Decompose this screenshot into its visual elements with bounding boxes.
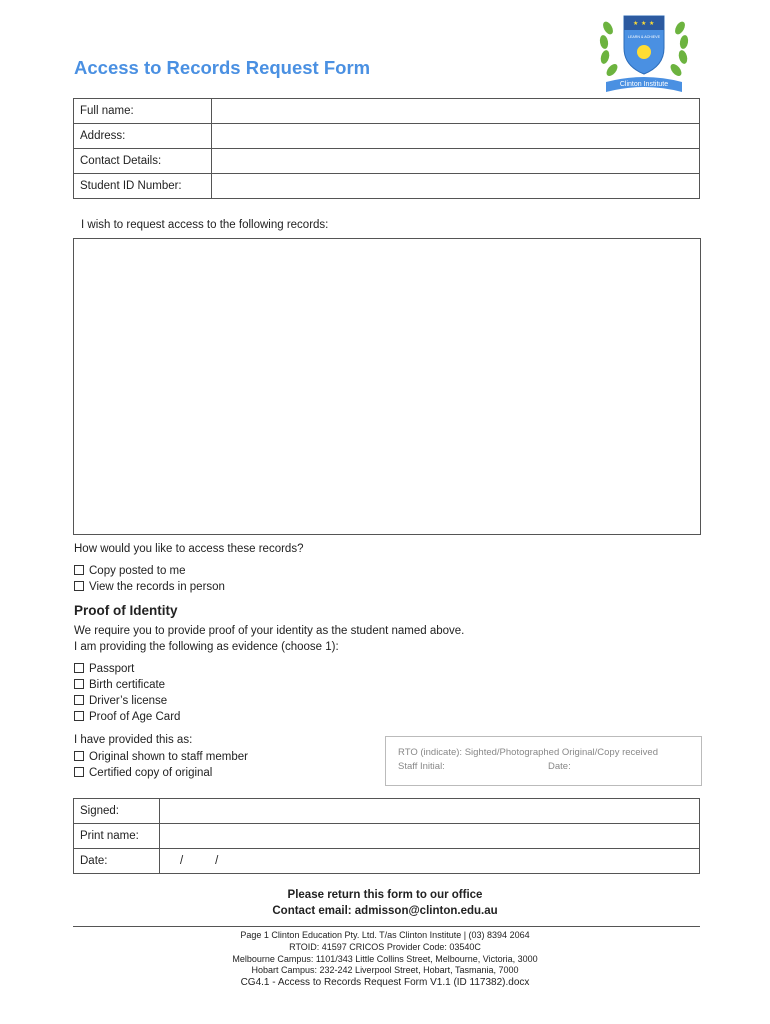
date-field[interactable]: / /	[160, 849, 700, 874]
student-id-label: Student ID Number:	[74, 174, 212, 199]
signoff-table	[73, 798, 700, 874]
signed-label: Signed:	[74, 799, 160, 824]
access-question: How would you like to access these records?	[74, 543, 304, 555]
option-certified-copy[interactable]: Certified copy of original	[74, 767, 212, 779]
contact-email: Contact email: admisson@clinton.edu.au	[272, 905, 498, 917]
contact-details-label: Contact Details:	[74, 149, 212, 174]
full-name-label: Full name:	[74, 99, 212, 124]
option-copy-posted[interactable]: Copy posted to me	[74, 565, 186, 577]
provided-label: I have provided this as:	[74, 734, 193, 746]
table-row	[74, 149, 700, 174]
checkbox[interactable]	[74, 695, 84, 705]
option-drivers-license[interactable]: Driver’s license	[74, 695, 167, 707]
footer-line-2: RTOID: 41597 CRICOS Provider Code: 03540C	[289, 942, 481, 952]
checkbox[interactable]	[74, 679, 84, 689]
option-birth-certificate[interactable]: Birth certificate	[74, 679, 165, 691]
option-passport[interactable]: Passport	[74, 663, 134, 675]
checkbox[interactable]	[74, 581, 84, 591]
svg-text:★: ★	[633, 21, 639, 27]
footer-line-4: Hobart Campus: 232-242 Liverpool Street, Hobart, Tasmania, 7000	[251, 965, 519, 975]
records-request-textarea[interactable]	[73, 238, 701, 535]
option-proof-of-age-card[interactable]: Proof of Age Card	[74, 711, 180, 723]
footer-divider	[73, 926, 700, 927]
table-row	[74, 124, 700, 149]
checkbox[interactable]	[74, 751, 84, 761]
print-name-field[interactable]	[160, 824, 700, 849]
svg-text:LEARN & ACHIEVE: LEARN & ACHIEVE	[628, 35, 660, 39]
option-original-shown[interactable]: Original shown to staff member	[74, 751, 248, 763]
clinton-institute-logo	[596, 8, 692, 98]
checkbox[interactable]	[74, 663, 84, 673]
student-id-field[interactable]	[212, 174, 700, 199]
staff-initial-label: Staff Initial:	[398, 761, 445, 772]
return-instruction: Please return this form to our office	[287, 889, 483, 901]
table-row	[74, 174, 700, 199]
option-view-in-person[interactable]: View the records in person	[74, 581, 225, 593]
rto-date-label: Date:	[548, 761, 571, 772]
checkbox[interactable]	[74, 767, 84, 777]
checkbox[interactable]	[74, 711, 84, 721]
proof-text-2: I am providing the following as evidence (choose 1):	[74, 641, 339, 653]
records-prompt: I wish to request access to the following records:	[81, 219, 329, 231]
table-row	[74, 849, 700, 874]
date-label: Date:	[74, 849, 160, 874]
table-row	[74, 99, 700, 124]
full-name-field[interactable]	[212, 99, 700, 124]
form-title: Access to Records Request Form	[74, 57, 371, 78]
svg-text:★: ★	[641, 21, 647, 27]
rto-indicate-text: RTO (indicate): Sighted/Photographed Original/Copy received	[398, 747, 658, 758]
footer-doc-id: CG4.1 - Access to Records Request Form V1.1 (ID 117382).docx	[240, 977, 530, 988]
checkbox[interactable]	[74, 565, 84, 575]
address-field[interactable]	[212, 124, 700, 149]
rto-office-use-box	[385, 736, 702, 786]
signed-field[interactable]	[160, 799, 700, 824]
svg-text:Clinton Institute: Clinton Institute	[619, 81, 669, 88]
svg-text:★: ★	[649, 21, 655, 27]
proof-of-identity-heading: Proof of Identity	[74, 603, 178, 618]
footer-line-3: Melbourne Campus: 1101/343 Little Collins Street, Melbourne, Victoria, 3000	[232, 954, 538, 964]
table-row	[74, 799, 700, 824]
table-row	[74, 824, 700, 849]
proof-text-1: We require you to provide proof of your identity as the student named above.	[74, 625, 465, 637]
print-name-label: Print name:	[74, 824, 160, 849]
address-label: Address:	[74, 124, 212, 149]
footer-line-1: Page 1 Clinton Education Pty. Ltd. T/as Clinton Institute | (03) 8394 2064	[240, 930, 530, 940]
contact-details-field[interactable]	[212, 149, 700, 174]
student-details-table	[73, 98, 700, 199]
